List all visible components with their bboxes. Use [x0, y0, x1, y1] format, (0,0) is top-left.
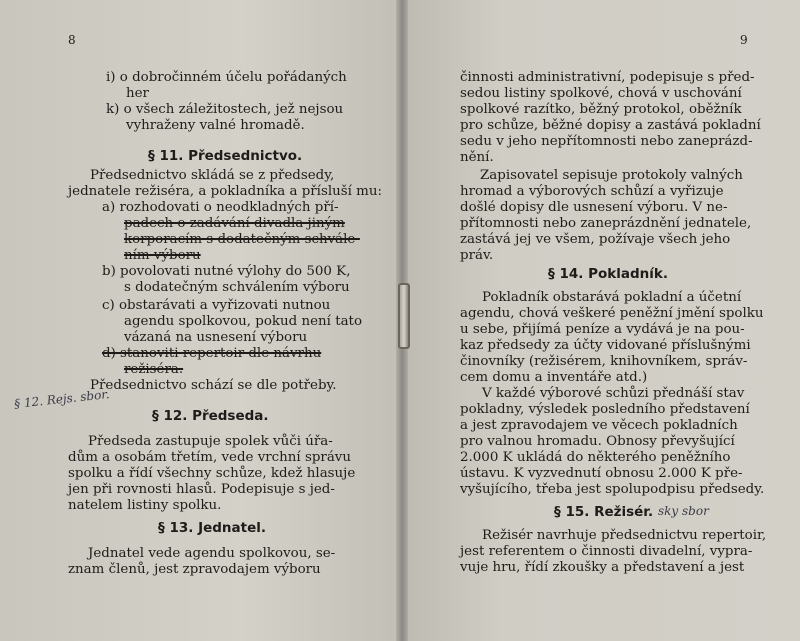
text-line: a) rozhodovati o neodkladných pří-	[102, 200, 339, 215]
text-line: činnosti administrativní, podepisuje s před-	[460, 70, 755, 85]
text-line: sedu v jeho nepřítomnosti nebo zaneprázd-	[460, 134, 753, 149]
section-heading: § 15. Režisér.	[554, 504, 654, 520]
text-line: Zapisovatel sepisuje protokoly valných	[480, 168, 743, 183]
text-line: jednatele režiséra, a pokladníka a přísluší mu:	[68, 184, 382, 199]
text-line: vyhraženy valné hromadě.	[126, 118, 305, 133]
text-line: pokladny, výsledek posledního představení	[460, 402, 750, 417]
text-line: pro valnou hromadu. Obnosy převyšující	[460, 434, 735, 449]
struck-line: korporacím s dodatečným schvále-	[124, 232, 360, 247]
page-number: 8	[68, 33, 76, 47]
section-heading: § 12. Předseda.	[152, 408, 269, 424]
handwritten-note: § 12. Rejs. sbor.	[13, 387, 111, 411]
text-line: a jest zpravodajem ve věcech pokladních	[460, 418, 738, 433]
text-line: pro schůze, běžné dopisy a zastává pokladní	[460, 118, 761, 133]
text-line: her	[126, 86, 149, 101]
text-line: natelem listiny spolku.	[68, 498, 222, 513]
handwritten-note: sky sbor	[658, 504, 709, 518]
text-line: činovníky (režisérem, knihovníkem, správ-	[460, 354, 748, 369]
text-line: cem domu a inventáře atd.)	[460, 370, 648, 385]
text-line: dům a osobám třetím, vede vrchní správu	[68, 450, 351, 465]
struck-line: d) stanoviti repertoir dle návrhu	[102, 346, 322, 361]
section-heading: § 11. Předsednictvo.	[148, 148, 303, 164]
text-line: práv.	[460, 248, 494, 263]
text-line: Předsednictvo skládá se z předsedy,	[90, 168, 335, 183]
page-number: 9	[740, 33, 748, 47]
text-line: došlé dopisy dle usnesení výboru. V ne-	[460, 200, 728, 215]
staple	[398, 283, 410, 349]
struck-line: režiséra.	[124, 362, 184, 377]
text-line: Režisér navrhuje předsednictvu repertoir,	[482, 528, 767, 543]
text-line: vyšujícího, třeba jest spolupodpisu předsedy.	[460, 482, 765, 497]
text-line: k) o všech záležitostech, jež nejsou	[106, 102, 344, 117]
text-line: jen při rovnosti hlasů. Podepisuje s jed-	[68, 482, 335, 497]
text-line: spolku a řídí všechny schůze, kdež hlasuje	[68, 466, 356, 481]
text-line: Pokladník obstarává pokladní a účetní	[482, 290, 742, 305]
text-line: spolkové razítko, běžný protokol, oběžník	[460, 102, 742, 117]
text-line: b) povolovati nutné výlohy do 500 K,	[102, 264, 351, 279]
text-line: agendu spolkovou, pokud není tato	[124, 314, 363, 329]
text-line: hromad a výborových schůzí a vyřizuje	[460, 184, 724, 199]
text-line: přítomnosti nebo zaneprázdnění jednatele,	[460, 216, 752, 231]
text-line: i) o dobročinném účelu pořádaných	[106, 70, 347, 85]
right-page	[402, 0, 800, 641]
text-line: Jednatel vede agendu spolkovou, se-	[88, 546, 336, 561]
text-line: nění.	[460, 150, 494, 165]
text-line: agendu, chová veškeré peněžní jmění spolku	[460, 306, 764, 321]
text-line: zastává jej ve všem, požívaje všech jeho	[460, 232, 731, 247]
text-line: Předsednictvo schází se dle potřeby.	[90, 378, 337, 393]
section-heading: § 13. Jednatel.	[158, 520, 266, 536]
text-line: kaz předsedy za účty vidované příslušnými	[460, 338, 751, 353]
struck-line: ním výboru	[124, 248, 201, 263]
text-line: jest referentem o činnosti divadelní, vypra-	[460, 544, 753, 559]
text-line: vuje hru, řídí zkoušky a představení a jest	[460, 560, 745, 575]
text-line: V každé výborové schůzi přednáší stav	[482, 386, 745, 401]
section-heading: § 14. Pokladník.	[548, 266, 668, 282]
text-line: u sebe, přijímá peníze a vydává je na pou-	[460, 322, 745, 337]
text-line: sedou listiny spolkové, chová v uschování	[460, 86, 742, 101]
text-line: s dodatečným schválením výboru	[124, 280, 350, 295]
struck-line: padech o zadávání divadla jiným	[124, 216, 345, 231]
text-line: znam členů, jest zpravodajem výboru	[68, 562, 321, 577]
text-line: ústavu. K vyzvednutí obnosu 2.000 K pře-	[460, 466, 743, 481]
text-line: c) obstarávati a vyřizovati nutnou	[102, 298, 331, 313]
text-line: 2.000 K ukládá do některého peněžního	[460, 450, 731, 465]
text-line: vázaná na usnesení výboru	[124, 330, 308, 345]
text-line: Předseda zastupuje spolek vůči úřa-	[88, 434, 333, 449]
